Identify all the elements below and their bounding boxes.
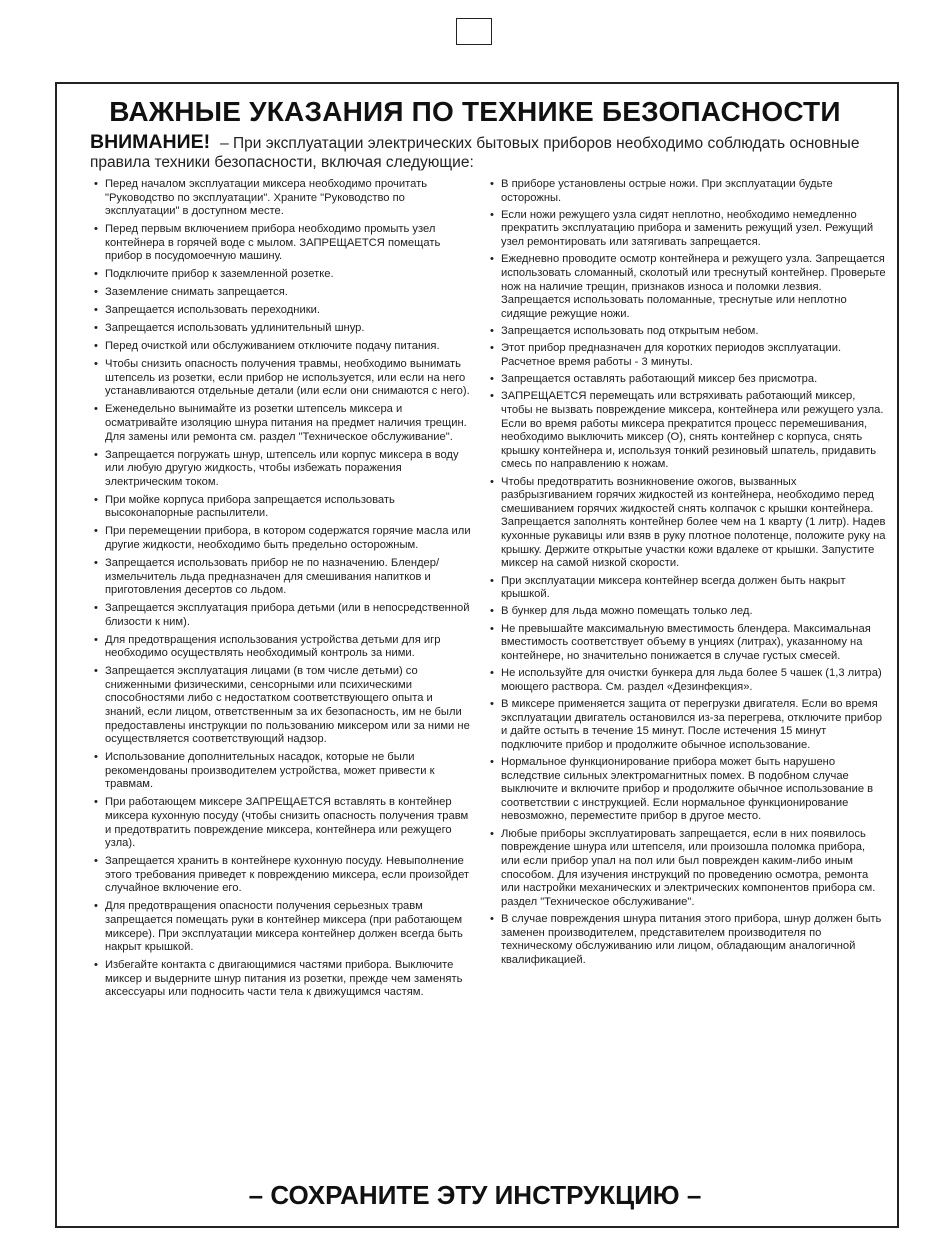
list-item: • Избегайте контакта с двигающимися частями прибора. Выключите миксер и выдерните шнур питания из розетки, прежде чем заменять аксессуары или подносить части тела к движущимся частям.: [91, 959, 475, 1000]
list-item: • Подключите прибор к заземленной розетке.: [91, 268, 475, 282]
list-item: • Для предотвращения использования устройства детьми для игр необходимо осуществлять необходимый контроль за ними.: [91, 634, 475, 661]
intro-text: – При эксплуатации электрических бытовых приборов необходимо соблюдать основные правила техники безопасности, включая следующие:: [90, 135, 860, 171]
list-item: • Чтобы снизить опасность получения травмы, необходимо вынимать штепсель из розетки, если прибор не используется, или если на него устанавливаются отдельные детали (или если они снимаются с него).: [91, 358, 475, 399]
list-item: • Этот прибор предназначен для коротких периодов эксплуатации. Расчетное время работы - 3 минуты.: [487, 342, 887, 369]
list-item: • Ежедневно проводите осмотр контейнера и режущего узла. Запрещается использовать сломанный, сколотый или треснутый контейнер. Проверьте нож на наличие трещин, признаков износа и поломки лезвия. Запрещается использовать поломанные, треснутые или неплотно сидящие режущие ножи.: [487, 253, 887, 321]
list-item: • ЗАПРЕЩАЕТСЯ перемещать или встряхивать работающий миксер, чтобы не вызвать повреждение миксера, контейнера или режущего узла. Если во время работы миксера прекратится процесс перемешивания, необходимо выключить миксер (O), снять контейнер с корпуса, снять крышку контейнера и, используя тонкий резиновый шпатель, придавить смесь по направлению к ножам.: [487, 390, 887, 472]
footer-dash-left: –: [248, 1180, 264, 1210]
list-item: • Перед началом эксплуатации миксера необходимо прочитать "Руководство по эксплуатации". Храните "Руководство по эксплуатации" в доступном месте.: [91, 178, 475, 219]
list-item: • В миксере применяется защита от перегрузки двигателя. Если во время эксплуатации двигатель остановился из-за перегрева, отключите прибор и дайте остыть в течение 15 минут. После истечения 15 минут подключите прибор и продолжите обычное использование.: [487, 698, 887, 752]
list-item: • Не используйте для очистки бункера для льда более 5 чашек (1,3 литра) моющего раствора. См. раздел «Дезинфекция».: [487, 667, 887, 694]
list-item: • При перемещении прибора, в котором содержатся горячие масла или другие жидкости, необходимо быть предельно осторожным.: [91, 525, 475, 552]
list-item: • Запрещается использовать под открытым небом.: [487, 325, 887, 339]
page-number-box: [456, 18, 492, 45]
list-item: • Запрещается оставлять работающий миксер без присмотра.: [487, 373, 887, 387]
list-item: • Перед первым включением прибора необходимо промыть узел контейнера в горячей воде с мылом. ЗАПРЕЩАЕТСЯ помещать прибор в посудомоечную машину.: [91, 223, 475, 264]
list-item: • Любые приборы эксплуатировать запрещается, если в них появилось повреждение шнура или штепселя, или произошла поломка прибора, или если прибор упал на пол или был поврежден каким-либо иным способом. Для изучения инструкций по проведению осмотра, ремонта или настройки механических и электрических компонентов прибора см. раздел "Техническое обслуживание".: [487, 828, 887, 910]
list-item: • Запрещается хранить в контейнере кухонную посуду. Невыполнение этого требования приведет к повреждению миксера, если произойдет случайное включение его.: [91, 855, 475, 896]
list-item: • Если ножи режущего узла сидят неплотно, необходимо немедленно прекратить эксплуатацию прибора и заменить режущий узел. Режущий узел ремонтировать или затягивать запрещается.: [487, 209, 887, 250]
list-item: • Запрещается погружать шнур, штепсель или корпус миксера в воду или любую другую жидкость, чтобы избежать поражения электрическим током.: [91, 449, 475, 490]
left-column: [91, 178, 475, 1004]
list-item: • При работающем миксере ЗАПРЕЩАЕТСЯ вставлять в контейнер миксера кухонную посуду (чтобы снизить опасность получения травм и предотвратить повреждение миксера, контейнера или режущего узла).: [91, 796, 475, 850]
list-item: • Запрещается использовать удлинительный шнур.: [91, 322, 475, 336]
list-item: • При эксплуатации миксера контейнер всегда должен быть накрыт крышкой.: [487, 575, 887, 602]
footer-text: СОХРАНИТЕ ЭТУ ИНСТРУКЦИЮ: [270, 1180, 680, 1210]
list-item: • Запрещается использовать переходники.: [91, 304, 475, 318]
right-column: [487, 178, 887, 971]
list-item: • Нормальное функционирование прибора может быть нарушено вследствие сильных электромагнитных помех. В подобном случае выключите и включите прибор и продолжите обычное использование в соответствии с инструкцией. Если нормальное функционирование невозможно, переместите прибор в другое место.: [487, 756, 887, 824]
footer-reminder: [0, 1180, 950, 1211]
list-item: • Чтобы предотвратить возникновение ожогов, вызванных разбрызгиванием горячих жидкостей из контейнера, необходимо перед смешиванием горячих жидкостей снять колпачок с крышки контейнера. Запрещается заполнять контейнер более чем на 1 кварту (1 литр). Надев кухонные рукавицы или взяв в руку плотное полотенце, положите руку на крышку. Держите открытые участки кожи вдалеке от крышки. Запустите миксер на самой низкой скорости.: [487, 476, 887, 571]
list-item: • В приборе установлены острые ножи. При эксплуатации будьте осторожны.: [487, 178, 887, 205]
footer-dash-right: –: [686, 1180, 702, 1210]
warning-label: ВНИМАНИЕ!: [90, 131, 211, 153]
list-item: • Запрещается эксплуатация лицами (в том числе детьми) со сниженными физическими, сенсорными или психическими способностями либо с недостатком соответствующего опыта и знаний, если лицом, ответственным за их безопасность, им не были предоставлены инструкции по пользованию миксером или за ними не осуществляется соответствующий надзор.: [91, 665, 475, 747]
list-item: • При мойке корпуса прибора запрещается использовать высоконапорные распылители.: [91, 494, 475, 521]
list-item: • Для предотвращения опасности получения серьезных травм запрещается помещать руки в контейнер миксера (при работающем миксере). При эксплуатации миксера контейнер должен всегда быть накрыт крышкой.: [91, 900, 475, 954]
page-title: ВАЖНЫЕ УКАЗАНИЯ ПО ТЕХНИКЕ БЕЗОПАСНОСТИ: [109, 96, 841, 127]
list-item: • Использование дополнительных насадок, которые не были рекомендованы производителем устройства, может привести к травмам.: [91, 751, 475, 792]
list-item: • Заземление снимать запрещается.: [91, 286, 475, 300]
list-item: • Еженедельно вынимайте из розетки штепсель миксера и осматривайте изоляцию шнура питания на предмет наличия трещин. Для замены или ремонта см. раздел "Техническое обслуживание".: [91, 403, 475, 444]
list-item: • Запрещается эксплуатация прибора детьми (или в непосредственной близости к ним).: [91, 602, 475, 629]
list-item: • В бункер для льда можно помещать только лед.: [487, 605, 887, 619]
list-item: • Перед очисткой или обслуживанием отключите подачу питания.: [91, 340, 475, 354]
list-item: • Не превышайте максимальную вместимость блендера. Максимальная вместимость соответствует объему в унциях (литрах), указанному на контейнере, но значительно понижается в случае густых смесей.: [487, 623, 887, 664]
list-item: • Запрещается использовать прибор не по назначению. Блендер/измельчитель льда предназначен для смешивания напитков и приготовления десертов со льдом.: [91, 557, 475, 598]
list-item: • В случае повреждения шнура питания этого прибора, шнур должен быть заменен производителем, представителем производителя по техническому обслуживанию или лицом, обладающим аналогичной квалификацией.: [487, 913, 887, 967]
intro-paragraph: [90, 133, 880, 172]
